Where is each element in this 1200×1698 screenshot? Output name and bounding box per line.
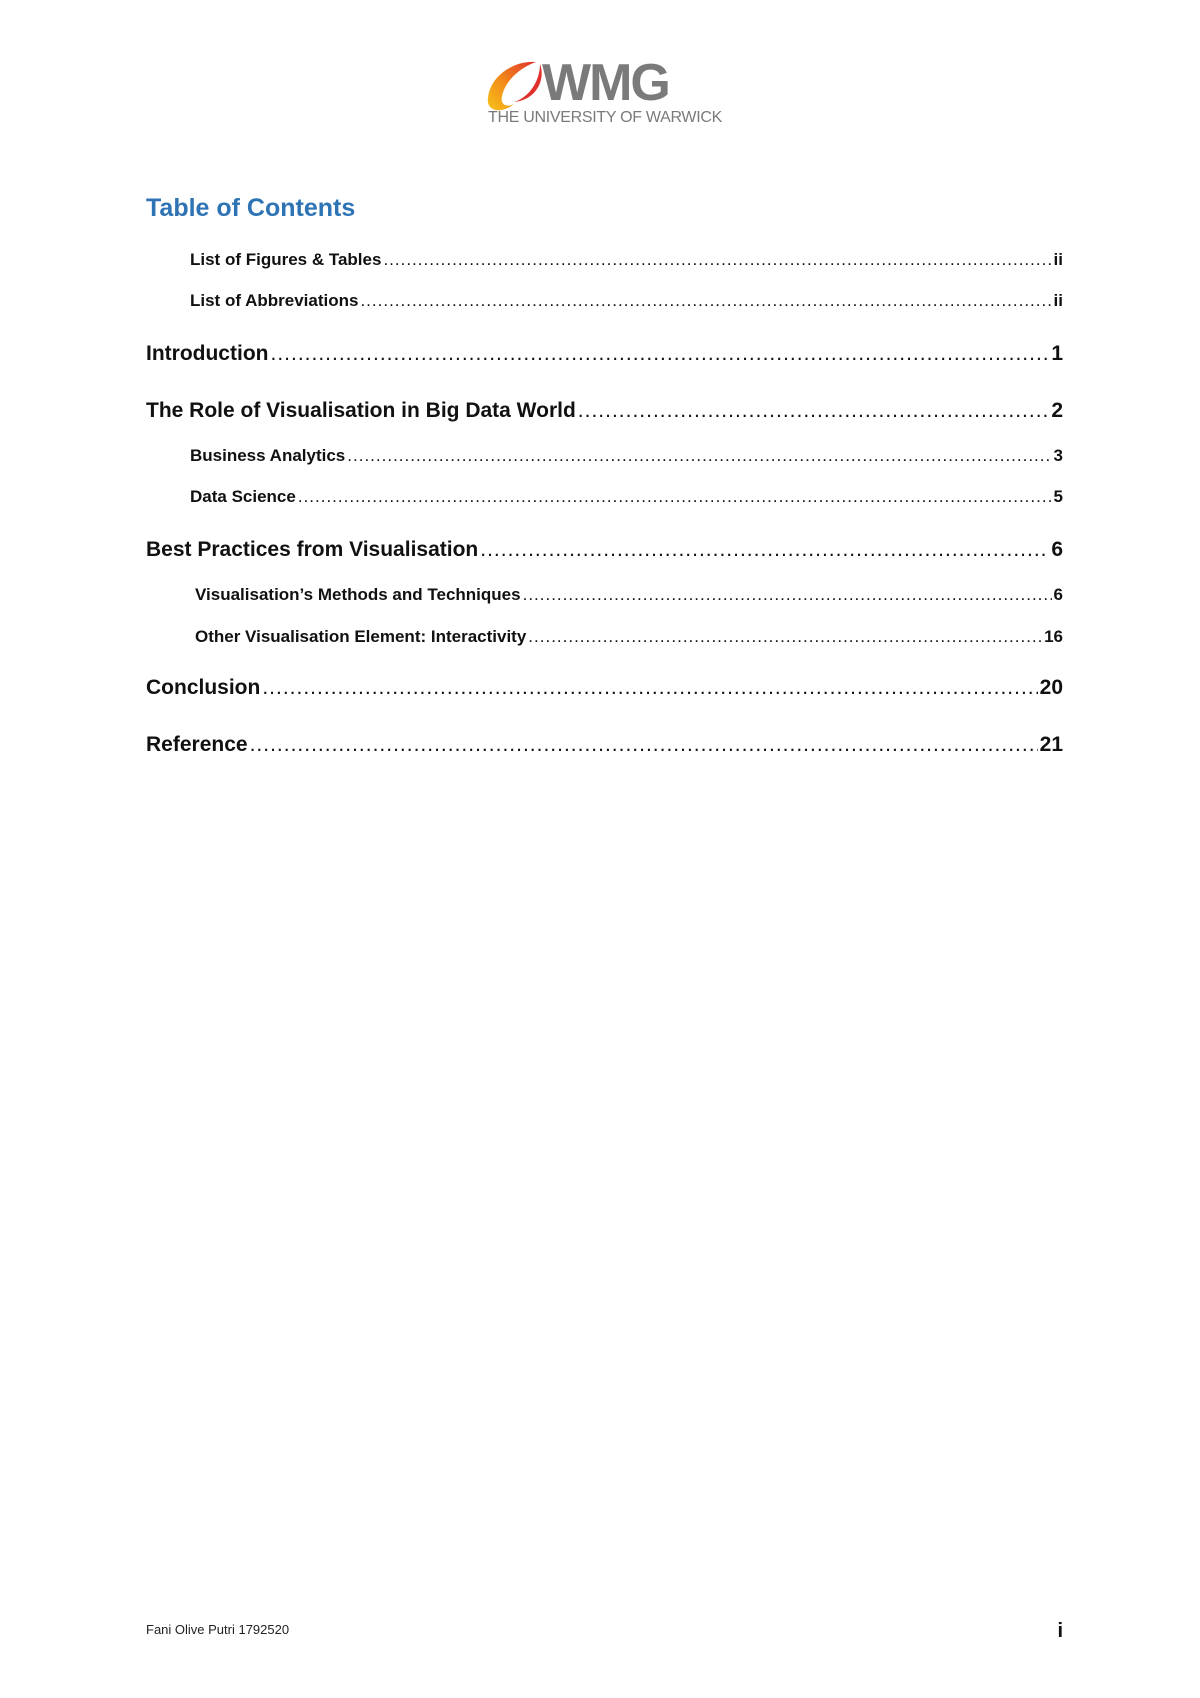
toc-entry-label: Business Analytics: [190, 446, 346, 465]
toc-leader-dots: [523, 585, 1052, 605]
toc-leader-dots: [298, 487, 1052, 507]
toc-leader-dots: [270, 342, 1049, 366]
toc-leader-dots: [578, 399, 1050, 423]
toc-entry-page: 21: [1039, 733, 1063, 756]
toc-leader-dots: [347, 446, 1051, 466]
toc-entry-page: 1: [1051, 342, 1063, 365]
toc-entry-conclusion[interactable]: [146, 676, 1063, 700]
logo-wordmark: WMG: [542, 54, 669, 112]
wmg-logo: [484, 52, 744, 132]
toc-entry-list-of-figures[interactable]: [190, 250, 1063, 270]
toc-entry-list-of-abbreviations[interactable]: [190, 291, 1063, 311]
toc-entry-data-science[interactable]: [190, 487, 1063, 507]
toc-entry-page: ii: [1053, 291, 1063, 310]
toc-leader-dots: [250, 733, 1038, 757]
toc-entry-page: 3: [1053, 446, 1063, 465]
toc-entry-label: Visualisation’s Methods and Techniques: [195, 585, 521, 604]
toc-entry-role-of-visualisation[interactable]: [146, 399, 1063, 423]
toc-entry-page: ii: [1053, 250, 1063, 269]
toc-entry-label: Other Visualisation Element: Interactivity: [195, 627, 527, 646]
toc-entry-label: List of Figures & Tables: [190, 250, 382, 269]
toc-entry-business-analytics[interactable]: [190, 446, 1063, 466]
toc-leader-dots: [262, 676, 1037, 700]
toc-entry-label: List of Abbreviations: [190, 291, 359, 310]
toc-entry-page: 20: [1039, 676, 1063, 699]
footer-page-number: i: [1057, 1620, 1063, 1642]
toc-title: Table of Contents: [146, 194, 356, 222]
toc-entry-best-practices[interactable]: [146, 538, 1063, 562]
toc-entry-page: 2: [1051, 399, 1063, 422]
toc-entry-interactivity[interactable]: [195, 627, 1063, 647]
toc-entry-label: Conclusion: [146, 676, 261, 699]
toc-leader-dots: [528, 627, 1042, 647]
toc-leader-dots: [480, 538, 1049, 562]
toc-leader-dots: [383, 250, 1051, 270]
toc-entry-page: 6: [1051, 538, 1063, 561]
toc-entry-label: Reference: [146, 733, 248, 756]
footer-author: Fani Olive Putri 1792520: [146, 1622, 290, 1637]
toc-entry-label: Best Practices from Visualisation: [146, 538, 479, 561]
toc-entry-label: Introduction: [146, 342, 269, 365]
toc-entry-page: 5: [1053, 487, 1063, 506]
toc-leader-dots: [360, 291, 1051, 311]
toc-entry-label: Data Science: [190, 487, 296, 506]
wmg-logo-graphic: [484, 52, 744, 132]
toc-entry-methods-and-techniques[interactable]: [195, 585, 1063, 605]
logo-subtitle: THE UNIVERSITY OF WARWICK: [488, 109, 723, 126]
toc-entry-introduction[interactable]: [146, 342, 1063, 366]
toc-entry-page: 16: [1044, 627, 1063, 646]
toc-entry-label: The Role of Visualisation in Big Data World: [146, 399, 576, 422]
toc-entry-page: 6: [1053, 585, 1063, 604]
toc-entry-reference[interactable]: [146, 733, 1063, 757]
